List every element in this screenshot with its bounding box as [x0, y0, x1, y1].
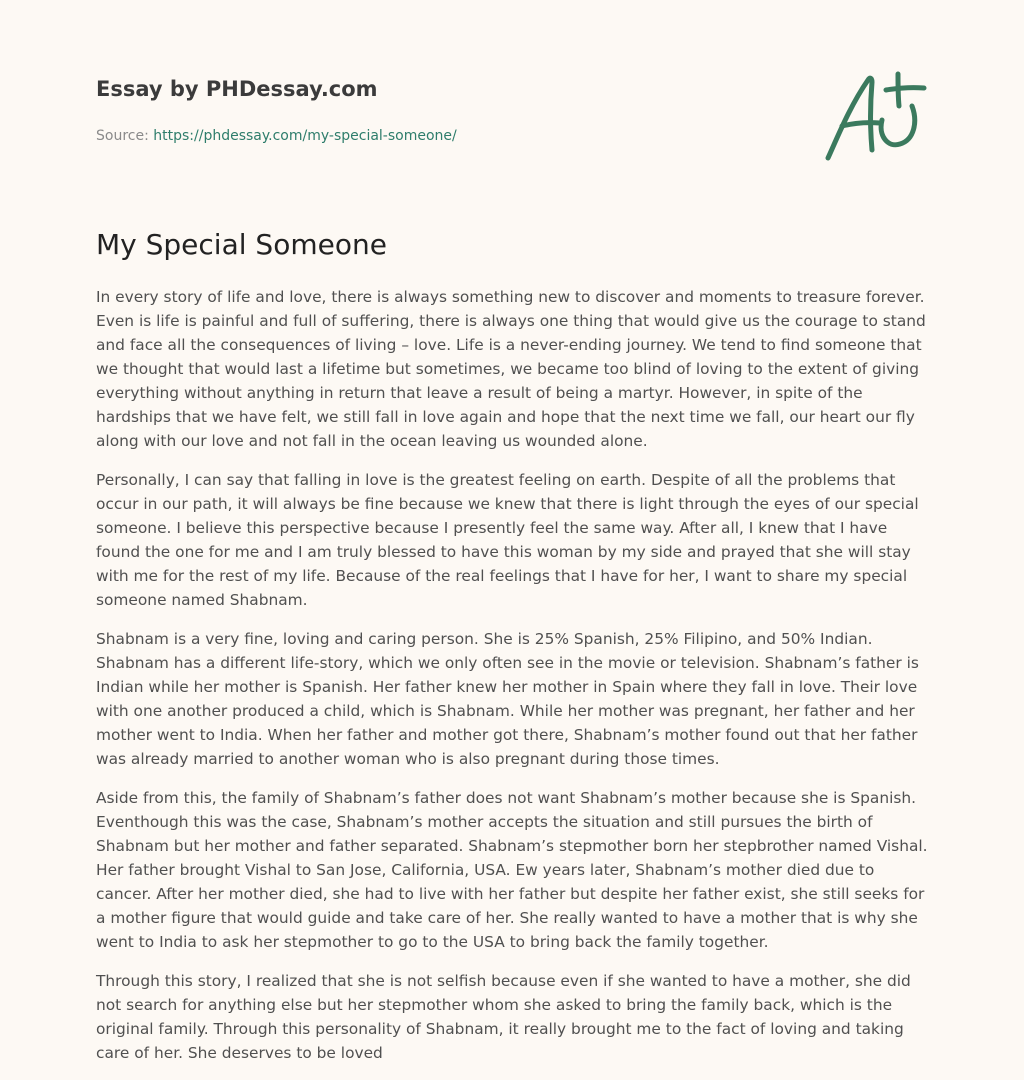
source-line [96, 126, 696, 146]
source-label: Source: [96, 128, 149, 144]
page-header [96, 74, 696, 146]
essay-body [96, 285, 930, 1080]
essay-title: My Special Someone [96, 228, 387, 261]
essay-paragraph: Through this story, I realized that she is not selfish because even if she wanted to have a mother, she did not search for anything else but her stepmother whom she asked to bring the family back, which is the original family. Through this personality of Shabnam, it really brought me to the fact of loving and taking care of her. She deserves to be loved [96, 972, 911, 1062]
a-plus-grade-icon [820, 66, 930, 166]
essay-paragraph: Shabnam is a very fine, loving and caring person. She is 25% Spanish, 25% Filipino, and 50% Indian. Shabnam has a different life-story, which we only often see in the movie or television. Shabnam’s father is Indian while her mother is Spanish. Her father knew her mother in Spain where they fall in love. Their love with one another produced a child, which is Shabnam. While her mother was pregnant, her father and her mother went to India. When her father and mother got there, Shabnam’s mother found out that her father was already married to another woman who is also pregnant during those times. [96, 630, 919, 768]
brand-title: Essay by PHDessay.com [96, 77, 378, 101]
essay-paragraph: In every story of life and love, there is always something new to discover and moments to treasure forever. Even is life is painful and full of suffering, there is always one thing that would give us the courage to stand and face all the consequences of living – love. Life is a never-ending journey. We tend to find someone that we thought that would last a lifetime but sometimes, we became too blind of loving to the extent of giving everything without anything in return that leave a result of being a martyr. However, in spite of the hardships that we have felt, we still fall in love again and hope that the next time we fall, our heart our fly along with our love and not fall in the ocean leaving us wounded alone. [96, 288, 926, 450]
essay-paragraph: Personally, I can say that falling in love is the greatest feeling on earth. Despite of all the problems that occur in our path, it will always be fine because we knew that there is light through the eyes of our special someone. I believe this perspective because I presently feel the same way. After all, I knew that I have found the one for me and I am truly blessed to have this woman by my side and prayed that she will stay with me for the rest of my life. Because of the real feelings that I have for her, I want to share my special someone named Shabnam. [96, 471, 919, 609]
source-link[interactable]: https://phdessay.com/my-special-someone/ [153, 128, 457, 144]
essay-paragraph: Aside from this, the family of Shabnam’s father does not want Shabnam’s mother because she is Spanish. Eventhough this was the case, Shabnam’s mother accepts the situation and still pursues the birth of Shabnam but her mother and father separated. Shabnam’s stepmother born her stepbrother named Vishal. Her father brought Vishal to San Jose, California, USA. Ew years later, Shabnam’s mother died due to cancer. After her mother died, she had to live with her father but despite her father exist, she still seeks for a mother figure that would guide and take care of her. She really wanted to have a mother that is why she went to India to ask her stepmother to go to the USA to bring back the family together. [96, 789, 928, 951]
